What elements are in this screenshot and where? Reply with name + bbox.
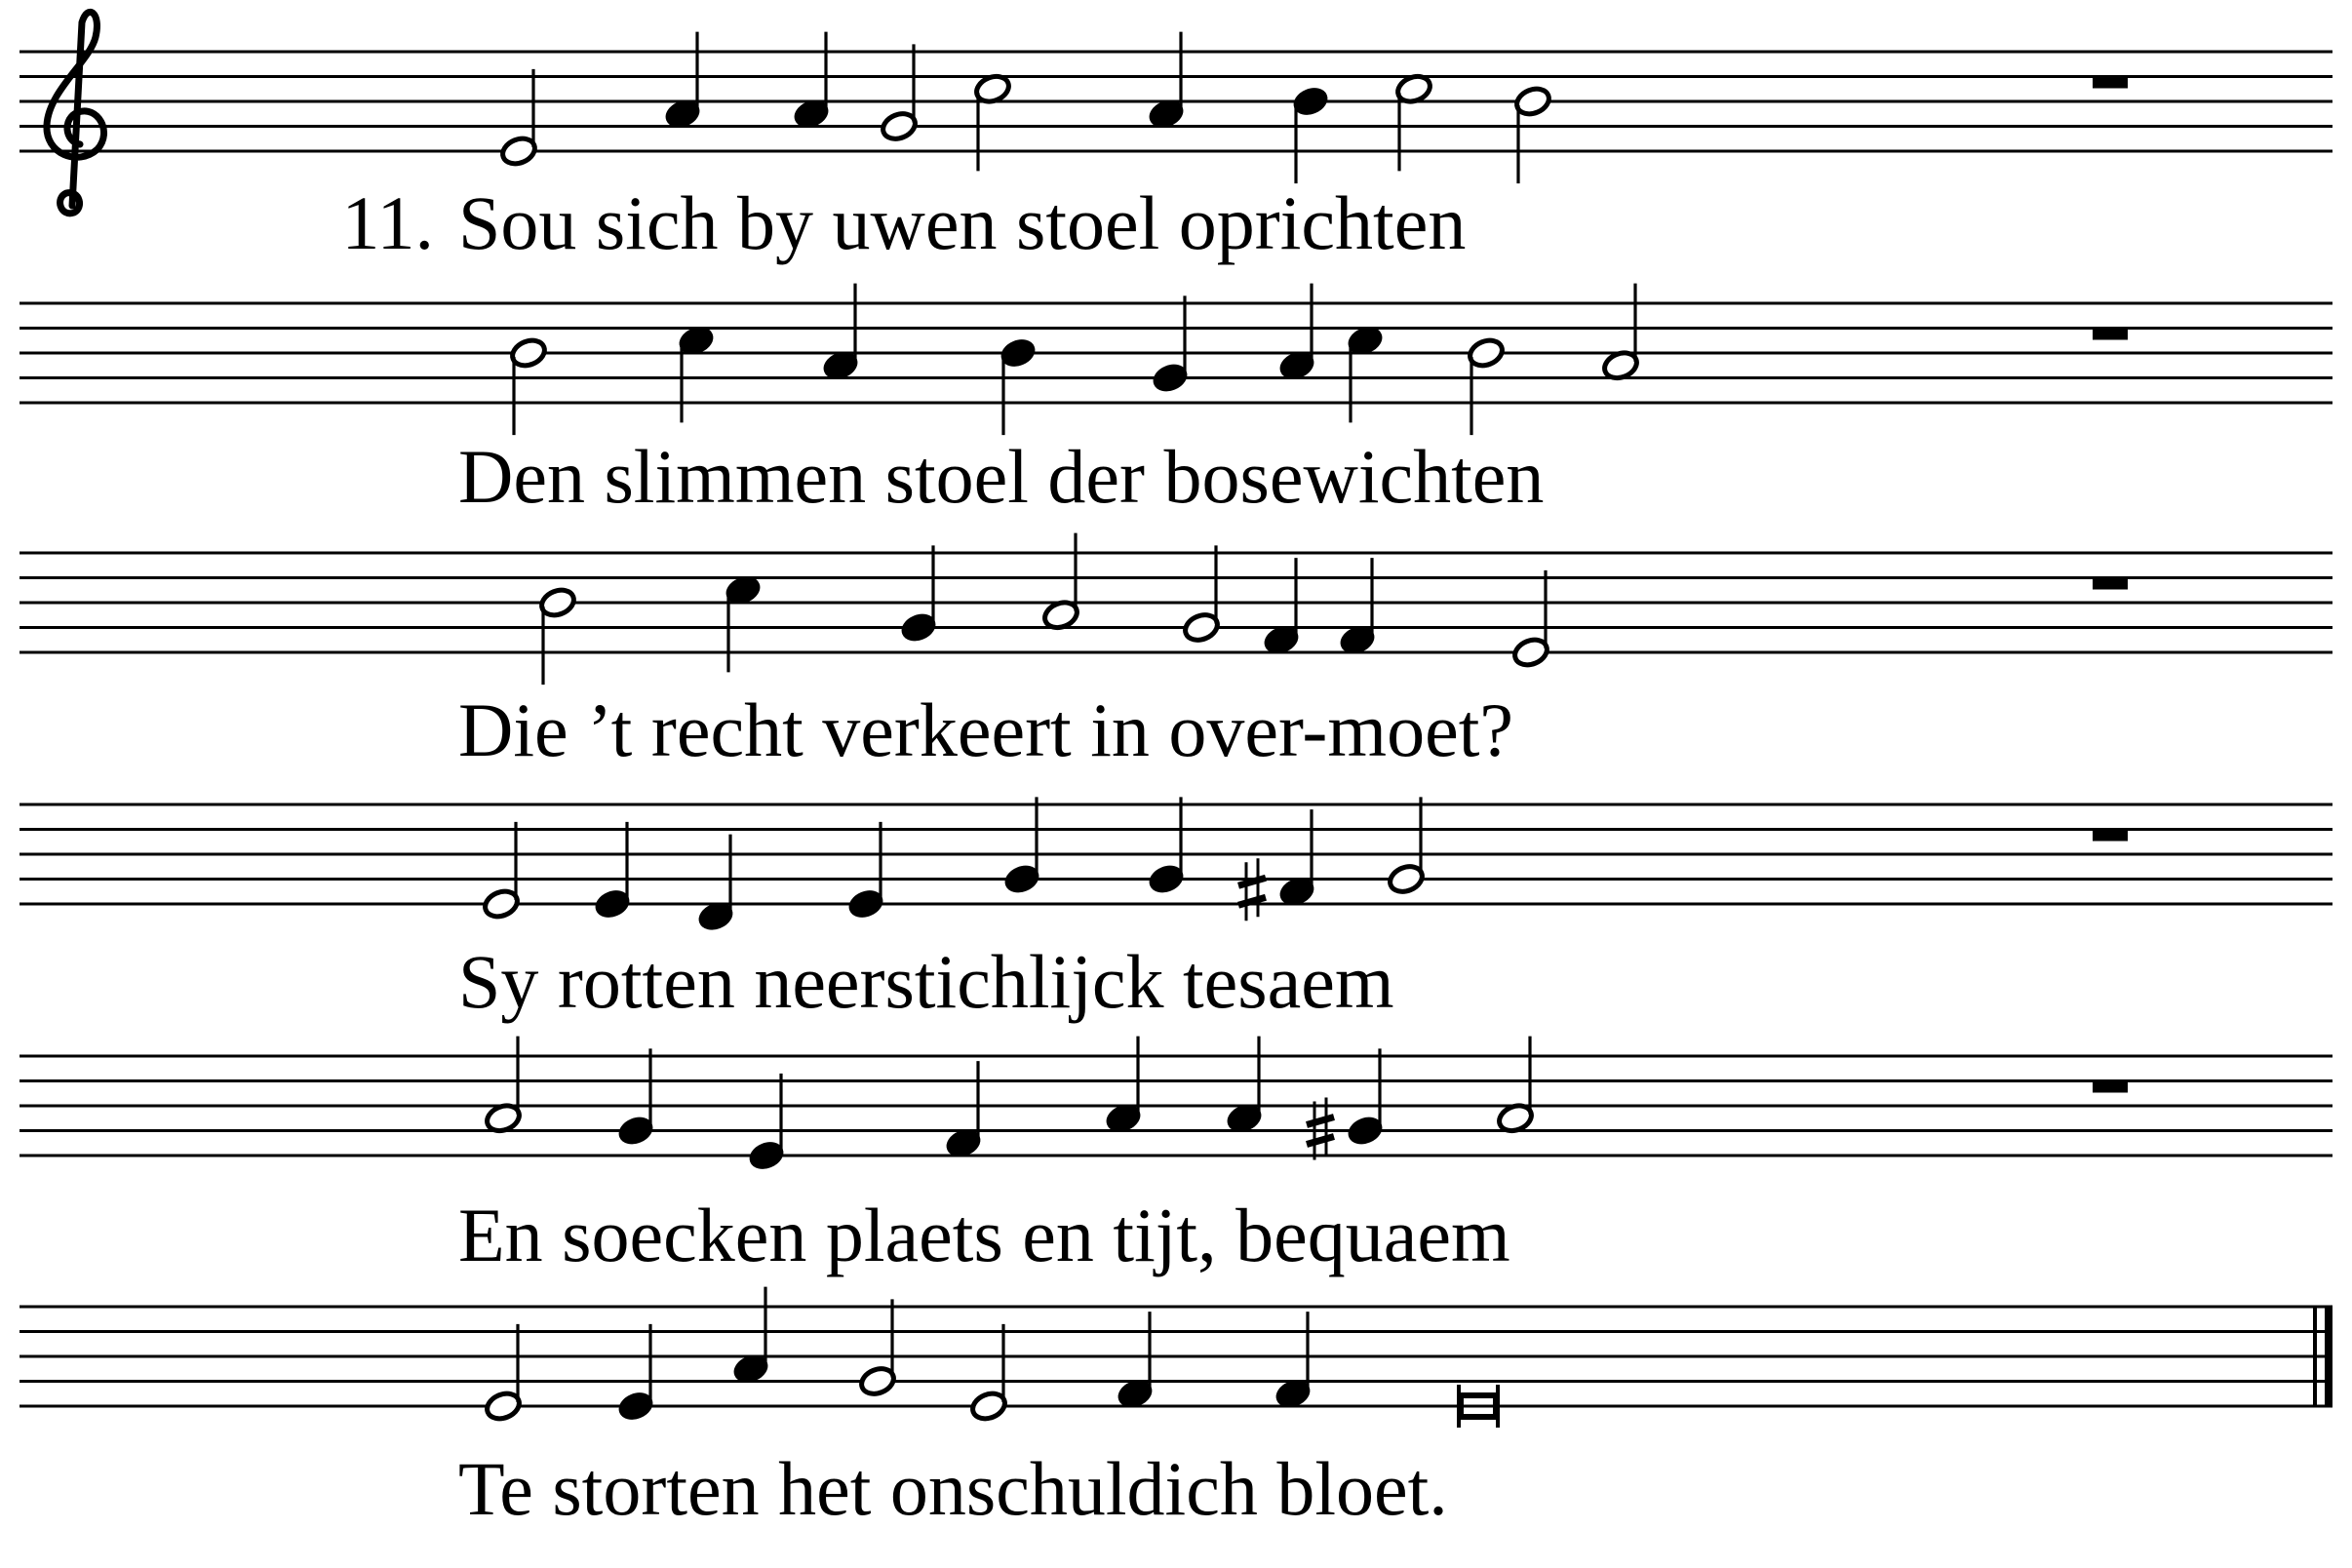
note-G4-quarter [1002, 797, 1042, 896]
rest-icon [2093, 830, 2128, 842]
treble-clef-icon [47, 12, 104, 213]
lyric-text: Sy rotten neerstichlijck tesaem [458, 939, 1394, 1024]
lyric-text: Sou sich by uwen stoel oprichten [458, 180, 1467, 265]
note-F4-quarter [1116, 1312, 1156, 1411]
rest-icon [2093, 77, 2128, 89]
note-G4-quarter [899, 545, 939, 645]
note-A4-half [1041, 533, 1081, 633]
note-C5-quarter [677, 324, 717, 423]
note-F4-quarter [1274, 1312, 1313, 1411]
note-E4-half [969, 1324, 1009, 1424]
note-E4-quarter [747, 1074, 787, 1173]
staff-lines [20, 804, 2332, 904]
sharp-accidental [1238, 858, 1266, 921]
verse-number: 11. [341, 180, 434, 265]
lyric-text: Te storten het onschuldich bloet. [458, 1446, 1448, 1531]
staff-system-6 [20, 1287, 2332, 1428]
note-G4-half [1182, 545, 1222, 645]
note-C5-quarter [724, 573, 764, 673]
staff-system-4 [20, 797, 2332, 933]
note-A4-half [484, 1037, 524, 1136]
lyric-text: Die ’t recht verkeert in over-moet? [458, 687, 1513, 772]
note-E4-half [484, 1324, 524, 1424]
note-B4-half [1513, 85, 1553, 184]
note-A4-half [1601, 284, 1641, 383]
note-F4-quarter [1338, 558, 1378, 657]
note-C5-half [1394, 72, 1434, 172]
note-D4-quarter [696, 835, 736, 934]
lyric-text: Den slimmen stoel der bosewichten [458, 434, 1545, 519]
note-A4-quarter [731, 1287, 771, 1387]
note-Gsharp4-quarter [1307, 1048, 1385, 1159]
staff-lines [20, 553, 2332, 652]
note-E4-quarter [593, 822, 633, 921]
staff-system-3 [20, 533, 2332, 686]
staff-system-2 [20, 284, 2332, 436]
note-A4-quarter [1225, 1037, 1265, 1136]
staff-system-5 [20, 1037, 2332, 1173]
note-B4-quarter [999, 336, 1039, 436]
note-E4-half [499, 69, 539, 169]
staff-lines [20, 1056, 2332, 1156]
note-G4-quarter [1147, 797, 1187, 896]
note-A4-half [1496, 1037, 1536, 1136]
note-B4-quarter [1291, 85, 1331, 184]
note-A4-quarter [792, 32, 832, 132]
note-E4-quarter [616, 1324, 656, 1424]
note-F4-quarter [1262, 558, 1302, 657]
rest-icon [2093, 578, 2128, 590]
note-G4-quarter [1151, 295, 1191, 395]
staff-lines [20, 1307, 2332, 1406]
note-G4-quarter [616, 1048, 656, 1148]
note-E4-half [1511, 570, 1551, 670]
note-G4-half [880, 44, 920, 143]
note-B4-half [509, 336, 549, 436]
rest-icon [2093, 329, 2128, 340]
lyric-text: En soecken plaets en tijt, bequaem [458, 1193, 1510, 1277]
note-A4-quarter [821, 284, 861, 383]
note-A4-quarter [663, 32, 703, 132]
note-G4-half [1387, 797, 1427, 896]
note-B4-half [538, 586, 578, 686]
note-E4-half [482, 822, 522, 921]
note-B4-half [1467, 336, 1507, 436]
note-C5-quarter [1346, 324, 1386, 423]
note-C5-half [973, 72, 1013, 172]
note-E4-quarter [846, 822, 886, 921]
note-A4-quarter [1104, 1037, 1144, 1136]
note-F4-quarter [944, 1061, 984, 1160]
note-G4-half [858, 1299, 898, 1398]
rest-icon [2093, 1081, 2128, 1093]
note-A4-quarter [1277, 284, 1317, 383]
note-A4-quarter [1147, 32, 1187, 132]
